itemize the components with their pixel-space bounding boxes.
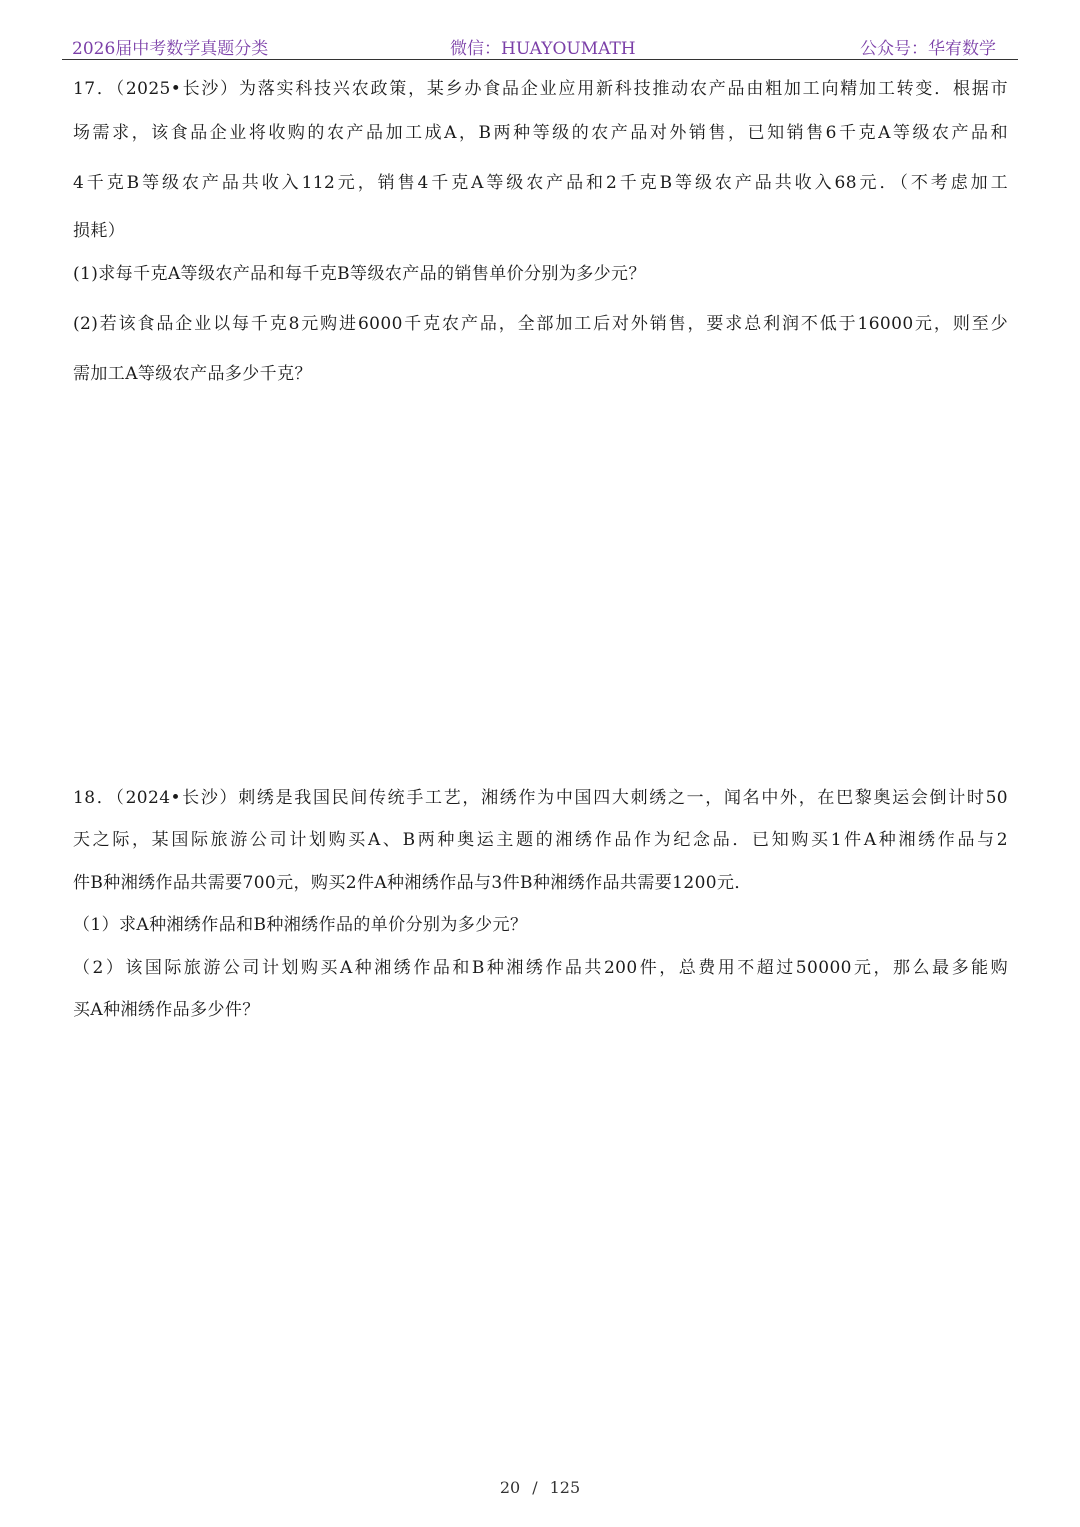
- problem-17-line-3: 4千克B等级农产品共收入112元，销售4千克A等级农产品和2千克B等级农产品共收入68元．（不考虑加工: [73, 173, 1008, 193]
- problem-18-line-3: 件B种湘绣作品共需要700元，购买2件A种湘绣作品与3件B种湘绣作品共需要1200元．: [73, 873, 752, 893]
- problem-17-part-2-line-2: 需加工A等级农产品多少千克？: [73, 364, 312, 384]
- problem-18-line-1: 18．（2024•长沙）刺绣是我国民间传统手工艺，湘绣作为中国四大刺绣之一，闻名中外，在巴黎奥运会倒计时50: [73, 788, 1008, 808]
- page-footer: [0, 1478, 1080, 1497]
- problem-18-line-2: 天之际，某国际旅游公司计划购买A、B两种奥运主题的湘绣作品作为纪念品．已知购买1件A种湘绣作品与2: [73, 830, 1008, 850]
- problem-17-line-1: 17．（2025•长沙）为落实科技兴农政策，某乡办食品企业应用新科技推动农产品由粗加工向精加工转变．根据市: [73, 79, 1008, 99]
- problem-18-part-2-line-1: （2）该国际旅游公司计划购买A种湘绣作品和B种湘绣作品共200件，总费用不超过50000元，那么最多能购: [73, 958, 1008, 978]
- header-official-account: 公众号：华宥数学: [860, 39, 996, 59]
- header-wechat: 微信：HUAYOUMATH: [450, 39, 636, 59]
- page-separator: /: [532, 1478, 538, 1497]
- problem-17-part-1: (1)求每千克A等级农产品和每千克B等级农产品的销售单价分别为多少元？: [73, 264, 646, 284]
- header-series-title: 2026届中考数学真题分类: [72, 39, 269, 59]
- problem-17-line-2: 场需求，该食品企业将收购的农产品加工成A，B两种等级的农产品对外销售，已知销售6千克A等级农产品和: [73, 123, 1008, 143]
- page-total: 125: [549, 1478, 581, 1497]
- problem-17-part-2-line-1: (2)若该食品企业以每千克8元购进6000千克农产品，全部加工后对外销售，要求总利润不低于16000元，则至少: [73, 314, 1008, 334]
- problem-18-part-1: （1）求A种湘绣作品和B种湘绣作品的单价分别为多少元？: [73, 915, 528, 935]
- page-header: [72, 32, 1018, 60]
- page-number: 20: [499, 1478, 521, 1497]
- header-divider: [62, 59, 1018, 60]
- problem-18-part-2-line-2: 买A种湘绣作品多少件？: [73, 1000, 260, 1020]
- problem-17-line-4: 损耗）: [73, 221, 126, 241]
